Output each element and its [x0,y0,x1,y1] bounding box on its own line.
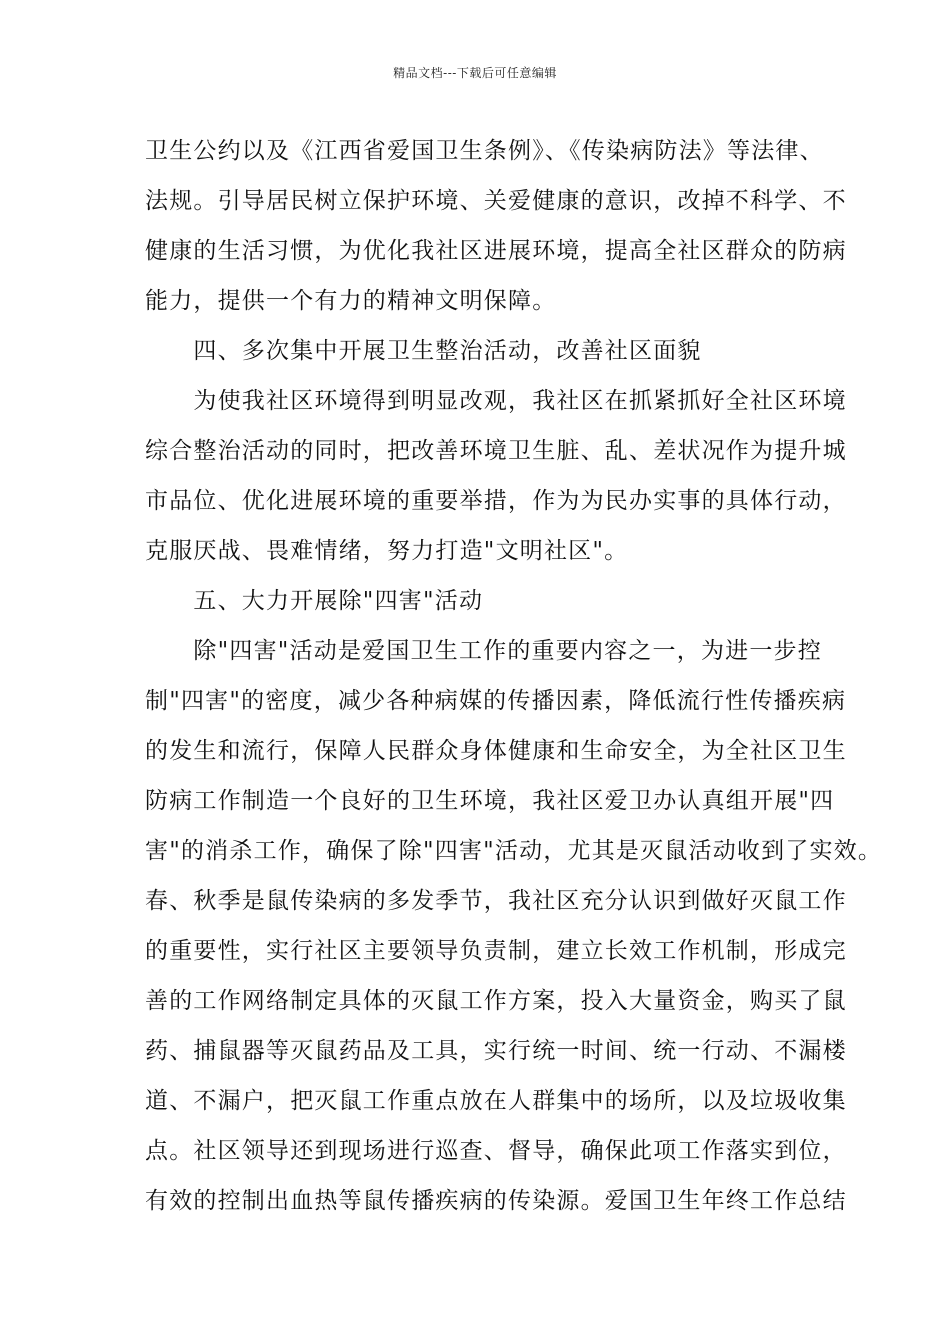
text-line: 善的工作网络制定具体的灭鼠工作方案，投入大量资金，购买了鼠 [145,988,847,1014]
text-line: 春、秋季是鼠传染病的多发季节，我社区充分认识到做好灭鼠工作 [145,888,847,914]
text-line: 害"的消杀工作，确保了除"四害"活动，尤其是灭鼠活动收到了实效。 [145,838,883,864]
text-line: 克服厌战、畏难情绪，努力打造"文明社区"。 [145,538,629,564]
section-heading: 四、多次集中开展卫生整治活动，改善社区面貌 [145,338,702,364]
text-line: 除"四害"活动是爱国卫生工作的重要内容之一，为进一步控 [145,638,822,664]
text-line: 制"四害"的密度，减少各种病媒的传播因素，降低流行性传播疾病 [145,688,847,714]
text-line: 为使我社区环境得到明显改观，我社区在抓紧抓好全社区环境 [145,388,847,414]
section-heading: 五、大力开展除"四害"活动 [145,588,484,614]
text-line: 能力，提供一个有力的精神文明保障。 [145,288,557,314]
text-line: 市品位、优化进展环境的重要举措，作为为民办实事的具体行动， [145,488,847,514]
text-line: 卫生公约以及《江西省爱国卫生条例》、《传染病防法》等法律、 [145,138,824,164]
text-line: 综合整治活动的同时，把改善环境卫生脏、乱、差状况作为提升城 [145,438,847,464]
text-line: 道、不漏户，把灭鼠工作重点放在人群集中的场所，以及垃圾收集 [145,1088,847,1114]
page-header: 精品文档---下载后可任意编辑 [393,66,557,80]
text-line: 点。社区领导还到现场进行巡查、督导，确保此项工作落实到位， [145,1138,847,1164]
text-line: 法规。引导居民树立保护环境、关爱健康的意识，改掉不科学、不 [145,188,847,214]
text-line: 的发生和流行，保障人民群众身体健康和生命安全，为全社区卫生 [145,738,847,764]
text-line: 健康的生活习惯，为优化我社区进展环境，提高全社区群众的防病 [145,238,847,264]
text-line: 的重要性，实行社区主要领导负责制，建立长效工作机制，形成完 [145,938,847,964]
text-line: 药、捕鼠器等灭鼠药品及工具，实行统一时间、统一行动、不漏楼 [145,1038,847,1064]
text-line: 防病工作制造一个良好的卫生环境，我社区爱卫办认真组开展"四 [145,788,835,814]
text-line: 有效的控制出血热等鼠传播疾病的传染源。爱国卫生年终工作总结 [145,1188,847,1214]
